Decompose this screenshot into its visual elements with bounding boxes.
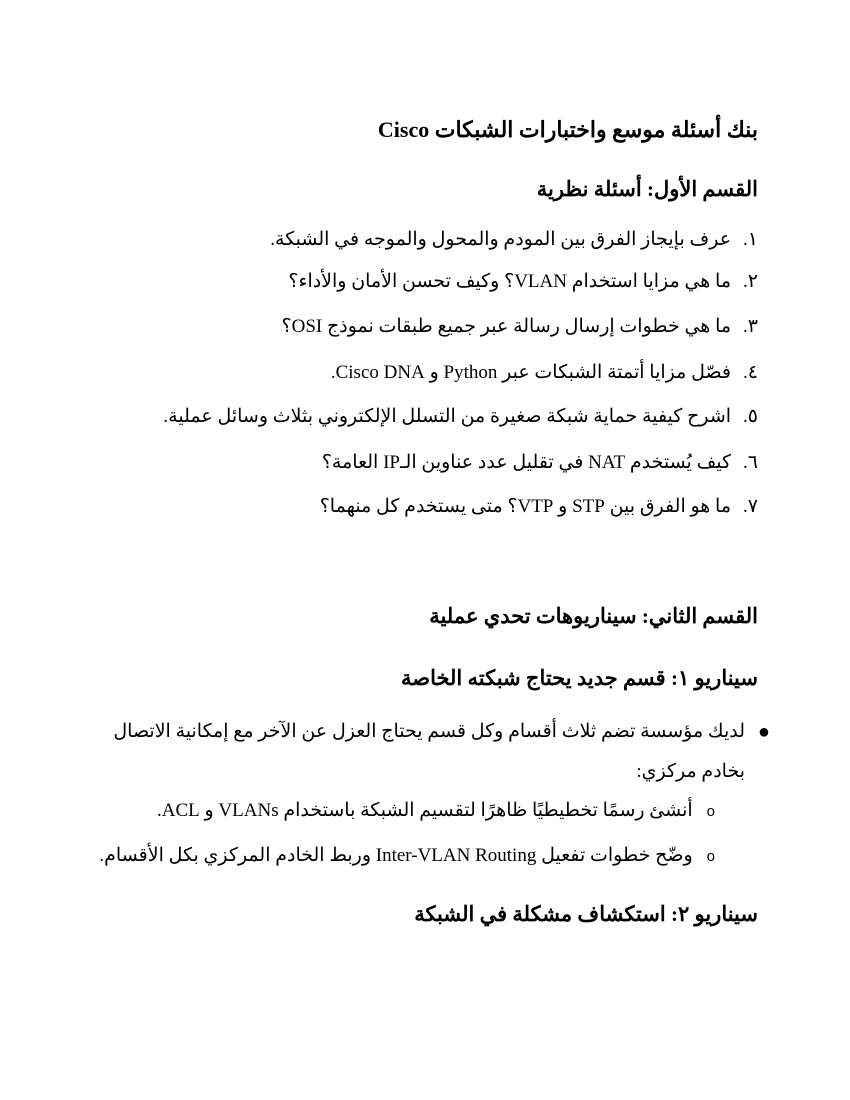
bullet-icon: ● <box>757 721 770 743</box>
question-text: عرف بإيجاز الفرق بين المودم والمحول والموجه في الشبكة. <box>270 229 732 250</box>
question-text: ما هي مزايا استخدام VLAN؟ وكيف تحسن الأمان والأداء؟ <box>288 271 732 292</box>
sub-bullet-icon: o <box>706 803 715 820</box>
question-number: ١. <box>743 229 758 250</box>
question-number: ٥. <box>743 406 758 427</box>
scenario1-subitem-2 <box>99 844 715 867</box>
question-number: ٧. <box>743 496 758 517</box>
section2-heading: القسم الثاني: سيناريوهات تحدي عملية <box>429 604 758 628</box>
scenario1-bullet <box>95 712 770 792</box>
question-number: ٢. <box>743 271 758 292</box>
bullet-text: لديك مؤسسة تضم ثلاث أقسام وكل قسم يحتاج العزل عن الآخر مع إمكانية الاتصال بخادم مركزي: <box>113 721 745 782</box>
question-7 <box>320 495 758 518</box>
section1-heading: القسم الأول: أسئلة نظرية <box>536 177 758 201</box>
sub-bullet-icon: o <box>706 848 715 865</box>
question-number: ٣. <box>743 316 758 337</box>
scenario1-heading: سيناريو ١: قسم جديد يحتاج شبكته الخاصة <box>400 666 758 690</box>
document-title: بنك أسئلة موسع واختبارات الشبكات Cisco <box>377 117 758 142</box>
question-number: ٤. <box>743 362 758 383</box>
scenario2-heading: سيناريو ٢: استكشاف مشكلة في الشبكة <box>414 902 758 926</box>
question-text: كيف يُستخدم NAT في تقليل عدد عناوين الـIP العامة؟ <box>321 452 732 473</box>
question-3 <box>282 315 758 338</box>
question-text: اشرح كيفية حماية شبكة صغيرة من التسلل الإلكتروني بثلاث وسائل عملية. <box>163 406 732 427</box>
question-number: ٦. <box>743 452 758 473</box>
question-1 <box>270 228 758 251</box>
question-text: ما هي خطوات إرسال رسالة عبر جميع طبقات نموذج OSI؟ <box>281 316 732 337</box>
question-text: ما هو الفرق بين STP و VTP؟ متى يستخدم كل منهما؟ <box>319 496 732 517</box>
question-5 <box>163 405 758 428</box>
scenario1-subitem-1 <box>157 799 715 822</box>
question-text: فصّل مزايا أتمتة الشبكات عبر Python و Cisco DNA. <box>330 362 732 383</box>
subitem-text: أنشئ رسمًا تخطيطيًا ظاهرًا لتقسيم الشبكة باستخدام VLANs و ACL. <box>156 800 693 821</box>
question-6 <box>322 451 758 474</box>
subitem-text: وضّح خطوات تفعيل Inter-VLAN Routing وربط الخادم المركزي بكل الأقسام. <box>99 845 693 866</box>
question-2 <box>288 270 758 293</box>
question-4 <box>331 361 758 384</box>
